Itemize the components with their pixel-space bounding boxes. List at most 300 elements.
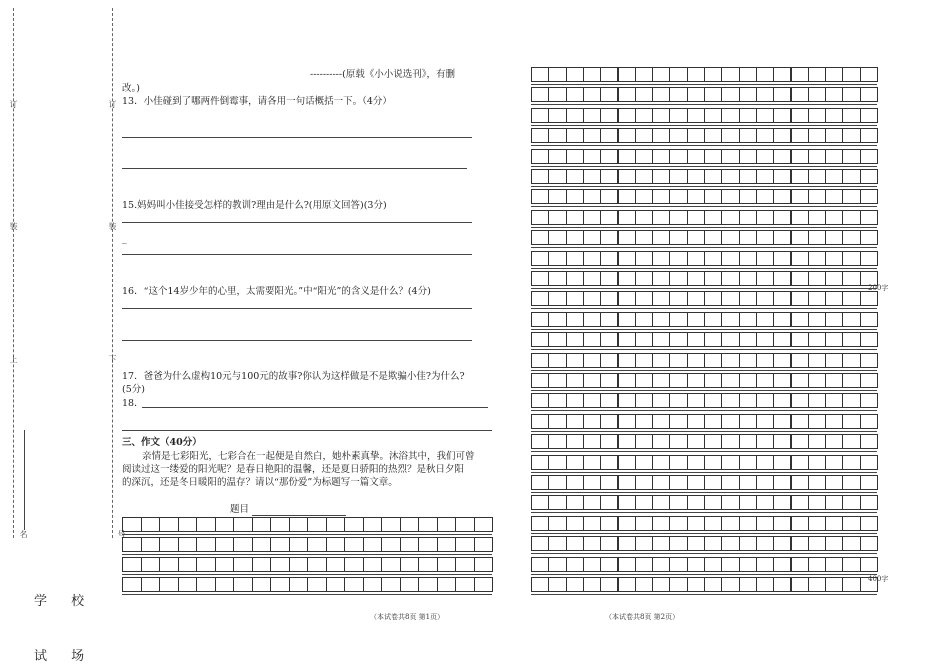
grid-cell[interactable] bbox=[531, 353, 549, 368]
grid-cell[interactable] bbox=[669, 434, 687, 449]
grid-cell[interactable] bbox=[566, 332, 584, 347]
grid-cell[interactable] bbox=[289, 557, 309, 572]
grid-cell[interactable] bbox=[842, 414, 860, 429]
grid-cell[interactable] bbox=[600, 577, 618, 592]
grid-cell[interactable] bbox=[808, 67, 826, 82]
grid-cell[interactable] bbox=[756, 271, 774, 286]
grid-cell[interactable] bbox=[548, 128, 566, 143]
grid-cell[interactable] bbox=[531, 251, 549, 266]
grid-cell[interactable] bbox=[687, 67, 705, 82]
grid-cell[interactable] bbox=[600, 393, 618, 408]
grid-cell[interactable] bbox=[860, 87, 878, 102]
grid-cell[interactable] bbox=[600, 414, 618, 429]
grid-cell[interactable] bbox=[252, 577, 272, 592]
grid-cell[interactable] bbox=[531, 210, 549, 225]
grid-cell[interactable] bbox=[687, 312, 705, 327]
grid-cell[interactable] bbox=[860, 414, 878, 429]
grid-cell[interactable] bbox=[773, 557, 791, 572]
grid-cell[interactable] bbox=[739, 149, 757, 164]
grid-cell[interactable] bbox=[635, 87, 653, 102]
grid-cell[interactable] bbox=[791, 291, 809, 306]
grid-cell[interactable] bbox=[289, 517, 309, 532]
grid-cell[interactable] bbox=[842, 475, 860, 490]
grid-cell[interactable] bbox=[600, 353, 618, 368]
grid-cell[interactable] bbox=[159, 537, 179, 552]
grid-cell[interactable] bbox=[721, 230, 739, 245]
grid-cell[interactable] bbox=[270, 517, 290, 532]
grid-cell[interactable] bbox=[739, 251, 757, 266]
grid-cell[interactable] bbox=[344, 577, 364, 592]
grid-cell[interactable] bbox=[635, 414, 653, 429]
grid-cell[interactable] bbox=[583, 332, 601, 347]
grid-cell[interactable] bbox=[860, 455, 878, 470]
grid-cell[interactable] bbox=[825, 210, 843, 225]
grid-cell[interactable] bbox=[326, 517, 346, 532]
grid-cell[interactable] bbox=[363, 577, 383, 592]
grid-cell[interactable] bbox=[687, 557, 705, 572]
grid-cell[interactable] bbox=[739, 516, 757, 531]
grid-cell[interactable] bbox=[791, 475, 809, 490]
grid-cell[interactable] bbox=[860, 475, 878, 490]
grid-cell[interactable] bbox=[721, 536, 739, 551]
grid-cell[interactable] bbox=[825, 291, 843, 306]
grid-cell[interactable] bbox=[531, 475, 549, 490]
grid-cell[interactable] bbox=[381, 557, 401, 572]
grid-cell[interactable] bbox=[531, 495, 549, 510]
grid-cell[interactable] bbox=[842, 434, 860, 449]
grid-cell[interactable] bbox=[773, 210, 791, 225]
grid-cell[interactable] bbox=[618, 271, 636, 286]
grid-cell[interactable] bbox=[400, 557, 420, 572]
grid-cell[interactable] bbox=[600, 455, 618, 470]
grid-cell[interactable] bbox=[141, 517, 161, 532]
grid-cell[interactable] bbox=[808, 516, 826, 531]
grid-cell[interactable] bbox=[418, 517, 438, 532]
grid-cell[interactable] bbox=[739, 169, 757, 184]
grid-cell[interactable] bbox=[704, 271, 722, 286]
grid-cell[interactable] bbox=[566, 291, 584, 306]
grid-cell[interactable] bbox=[566, 434, 584, 449]
grid-cell[interactable] bbox=[773, 271, 791, 286]
grid-cell[interactable] bbox=[825, 516, 843, 531]
grid-cell[interactable] bbox=[531, 414, 549, 429]
grid-cell[interactable] bbox=[618, 414, 636, 429]
grid-cell[interactable] bbox=[860, 434, 878, 449]
grid-cell[interactable] bbox=[531, 271, 549, 286]
grid-cell[interactable] bbox=[270, 537, 290, 552]
grid-cell[interactable] bbox=[437, 557, 457, 572]
grid-cell[interactable] bbox=[825, 577, 843, 592]
grid-cell[interactable] bbox=[704, 414, 722, 429]
grid-cell[interactable] bbox=[860, 393, 878, 408]
grid-cell[interactable] bbox=[704, 353, 722, 368]
grid-cell[interactable] bbox=[687, 516, 705, 531]
grid-cell[interactable] bbox=[842, 353, 860, 368]
grid-cell[interactable] bbox=[756, 312, 774, 327]
grid-cell[interactable] bbox=[825, 373, 843, 388]
grid-cell[interactable] bbox=[635, 332, 653, 347]
grid-cell[interactable] bbox=[687, 414, 705, 429]
grid-cell[interactable] bbox=[548, 312, 566, 327]
grid-cell[interactable] bbox=[635, 230, 653, 245]
grid-cell[interactable] bbox=[566, 67, 584, 82]
grid-cell[interactable] bbox=[860, 230, 878, 245]
grid-cell[interactable] bbox=[739, 414, 757, 429]
grid-cell[interactable] bbox=[566, 251, 584, 266]
grid-cell[interactable] bbox=[860, 353, 878, 368]
grid-cell[interactable] bbox=[635, 189, 653, 204]
grid-cell[interactable] bbox=[669, 291, 687, 306]
grid-cell[interactable] bbox=[808, 373, 826, 388]
grid-cell[interactable] bbox=[566, 271, 584, 286]
grid-cell[interactable] bbox=[363, 537, 383, 552]
grid-cell[interactable] bbox=[808, 312, 826, 327]
grid-cell[interactable] bbox=[531, 128, 549, 143]
grid-cell[interactable] bbox=[566, 516, 584, 531]
grid-cell[interactable] bbox=[669, 128, 687, 143]
grid-cell[interactable] bbox=[652, 189, 670, 204]
grid-cell[interactable] bbox=[825, 108, 843, 123]
grid-cell[interactable] bbox=[808, 128, 826, 143]
grid-cell[interactable] bbox=[721, 414, 739, 429]
grid-cell[interactable] bbox=[635, 577, 653, 592]
grid-cell[interactable] bbox=[791, 210, 809, 225]
grid-cell[interactable] bbox=[739, 495, 757, 510]
grid-cell[interactable] bbox=[548, 495, 566, 510]
grid-cell[interactable] bbox=[791, 557, 809, 572]
grid-cell[interactable] bbox=[566, 557, 584, 572]
grid-cell[interactable] bbox=[583, 149, 601, 164]
grid-cell[interactable] bbox=[652, 108, 670, 123]
grid-cell[interactable] bbox=[721, 169, 739, 184]
grid-cell[interactable] bbox=[548, 393, 566, 408]
grid-cell[interactable] bbox=[141, 577, 161, 592]
grid-cell[interactable] bbox=[600, 149, 618, 164]
grid-cell[interactable] bbox=[531, 169, 549, 184]
grid-cell[interactable] bbox=[600, 332, 618, 347]
grid-cell[interactable] bbox=[635, 291, 653, 306]
grid-cell[interactable] bbox=[756, 332, 774, 347]
grid-cell[interactable] bbox=[583, 291, 601, 306]
grid-cell[interactable] bbox=[704, 393, 722, 408]
grid-cell[interactable] bbox=[652, 291, 670, 306]
grid-cell[interactable] bbox=[756, 189, 774, 204]
grid-cell[interactable] bbox=[618, 108, 636, 123]
grid-cell[interactable] bbox=[600, 189, 618, 204]
grid-cell[interactable] bbox=[583, 251, 601, 266]
grid-cell[interactable] bbox=[270, 577, 290, 592]
grid-cell[interactable] bbox=[669, 230, 687, 245]
grid-cell[interactable] bbox=[704, 230, 722, 245]
grid-cell[interactable] bbox=[566, 128, 584, 143]
grid-cell[interactable] bbox=[791, 495, 809, 510]
grid-cell[interactable] bbox=[808, 149, 826, 164]
grid-cell[interactable] bbox=[600, 516, 618, 531]
grid-cell[interactable] bbox=[455, 537, 475, 552]
grid-cell[interactable] bbox=[583, 230, 601, 245]
grid-cell[interactable] bbox=[756, 169, 774, 184]
grid-cell[interactable] bbox=[756, 230, 774, 245]
grid-cell[interactable] bbox=[652, 332, 670, 347]
grid-cell[interactable] bbox=[739, 230, 757, 245]
grid-cell[interactable] bbox=[635, 251, 653, 266]
grid-cell[interactable] bbox=[721, 455, 739, 470]
grid-cell[interactable] bbox=[773, 189, 791, 204]
grid-cell[interactable] bbox=[860, 312, 878, 327]
grid-cell[interactable] bbox=[196, 557, 216, 572]
grid-cell[interactable] bbox=[583, 312, 601, 327]
grid-cell[interactable] bbox=[635, 455, 653, 470]
grid-cell[interactable] bbox=[531, 332, 549, 347]
grid-cell[interactable] bbox=[583, 108, 601, 123]
grid-cell[interactable] bbox=[418, 577, 438, 592]
grid-cell[interactable] bbox=[583, 475, 601, 490]
grid-cell[interactable] bbox=[704, 373, 722, 388]
grid-cell[interactable] bbox=[652, 128, 670, 143]
grid-cell[interactable] bbox=[531, 312, 549, 327]
grid-cell[interactable] bbox=[704, 87, 722, 102]
grid-cell[interactable] bbox=[531, 149, 549, 164]
grid-cell[interactable] bbox=[669, 251, 687, 266]
grid-cell[interactable] bbox=[756, 455, 774, 470]
grid-cell[interactable] bbox=[326, 537, 346, 552]
grid-cell[interactable] bbox=[721, 210, 739, 225]
grid-cell[interactable] bbox=[548, 536, 566, 551]
grid-cell[interactable] bbox=[652, 353, 670, 368]
grid-cell[interactable] bbox=[739, 271, 757, 286]
grid-cell[interactable] bbox=[583, 414, 601, 429]
grid-cell[interactable] bbox=[756, 475, 774, 490]
grid-cell[interactable] bbox=[418, 557, 438, 572]
grid-cell[interactable] bbox=[704, 434, 722, 449]
grid-cell[interactable] bbox=[687, 87, 705, 102]
grid-cell[interactable] bbox=[583, 87, 601, 102]
grid-cell[interactable] bbox=[739, 475, 757, 490]
grid-cell[interactable] bbox=[618, 189, 636, 204]
grid-cell[interactable] bbox=[652, 536, 670, 551]
grid-cell[interactable] bbox=[566, 393, 584, 408]
grid-cell[interactable] bbox=[791, 536, 809, 551]
grid-cell[interactable] bbox=[773, 414, 791, 429]
grid-cell[interactable] bbox=[531, 189, 549, 204]
grid-cell[interactable] bbox=[566, 189, 584, 204]
grid-cell[interactable] bbox=[531, 455, 549, 470]
grid-cell[interactable] bbox=[669, 577, 687, 592]
grid-cell[interactable] bbox=[548, 149, 566, 164]
grid-cell[interactable] bbox=[196, 577, 216, 592]
grid-cell[interactable] bbox=[600, 434, 618, 449]
grid-cell[interactable] bbox=[600, 128, 618, 143]
grid-cell[interactable] bbox=[860, 557, 878, 572]
grid-cell[interactable] bbox=[842, 312, 860, 327]
grid-cell[interactable] bbox=[808, 230, 826, 245]
grid-cell[interactable] bbox=[721, 353, 739, 368]
grid-cell[interactable] bbox=[773, 332, 791, 347]
grid-cell[interactable] bbox=[721, 332, 739, 347]
grid-cell[interactable] bbox=[860, 189, 878, 204]
grid-cell[interactable] bbox=[704, 536, 722, 551]
grid-cell[interactable] bbox=[669, 455, 687, 470]
grid-cell[interactable] bbox=[474, 537, 494, 552]
answer-line[interactable] bbox=[122, 168, 467, 169]
grid-cell[interactable] bbox=[756, 516, 774, 531]
grid-cell[interactable] bbox=[233, 577, 253, 592]
grid-cell[interactable] bbox=[773, 291, 791, 306]
grid-cell[interactable] bbox=[721, 577, 739, 592]
grid-cell[interactable] bbox=[704, 312, 722, 327]
grid-cell[interactable] bbox=[669, 210, 687, 225]
grid-cell[interactable] bbox=[215, 577, 235, 592]
grid-cell[interactable] bbox=[635, 353, 653, 368]
grid-cell[interactable] bbox=[860, 536, 878, 551]
grid-cell[interactable] bbox=[583, 67, 601, 82]
grid-cell[interactable] bbox=[773, 536, 791, 551]
grid-cell[interactable] bbox=[721, 475, 739, 490]
grid-cell[interactable] bbox=[618, 373, 636, 388]
grid-cell[interactable] bbox=[808, 332, 826, 347]
grid-cell[interactable] bbox=[825, 495, 843, 510]
grid-cell[interactable] bbox=[618, 475, 636, 490]
grid-cell[interactable] bbox=[618, 536, 636, 551]
grid-cell[interactable] bbox=[583, 128, 601, 143]
grid-cell[interactable] bbox=[808, 557, 826, 572]
grid-cell[interactable] bbox=[721, 373, 739, 388]
grid-cell[interactable] bbox=[669, 189, 687, 204]
grid-cell[interactable] bbox=[531, 291, 549, 306]
grid-cell[interactable] bbox=[860, 210, 878, 225]
grid-cell[interactable] bbox=[122, 577, 142, 592]
grid-cell[interactable] bbox=[307, 517, 327, 532]
grid-cell[interactable] bbox=[141, 537, 161, 552]
grid-cell[interactable] bbox=[721, 557, 739, 572]
grid-cell[interactable] bbox=[739, 332, 757, 347]
grid-cell[interactable] bbox=[756, 557, 774, 572]
grid-cell[interactable] bbox=[825, 87, 843, 102]
grid-cell[interactable] bbox=[635, 516, 653, 531]
grid-cell[interactable] bbox=[721, 312, 739, 327]
grid-cell[interactable] bbox=[474, 557, 494, 572]
grid-cell[interactable] bbox=[842, 210, 860, 225]
grid-cell[interactable] bbox=[669, 414, 687, 429]
grid-cell[interactable] bbox=[791, 455, 809, 470]
grid-cell[interactable] bbox=[825, 230, 843, 245]
grid-cell[interactable] bbox=[842, 495, 860, 510]
grid-cell[interactable] bbox=[808, 210, 826, 225]
grid-cell[interactable] bbox=[704, 332, 722, 347]
grid-cell[interactable] bbox=[652, 149, 670, 164]
grid-cell[interactable] bbox=[531, 557, 549, 572]
grid-cell[interactable] bbox=[791, 169, 809, 184]
grid-cell[interactable] bbox=[635, 108, 653, 123]
grid-cell[interactable] bbox=[808, 189, 826, 204]
grid-cell[interactable] bbox=[773, 434, 791, 449]
grid-cell[interactable] bbox=[252, 557, 272, 572]
grid-cell[interactable] bbox=[687, 353, 705, 368]
grid-cell[interactable] bbox=[583, 516, 601, 531]
grid-cell[interactable] bbox=[400, 577, 420, 592]
grid-cell[interactable] bbox=[618, 128, 636, 143]
grid-cell[interactable] bbox=[635, 373, 653, 388]
grid-cell[interactable] bbox=[307, 557, 327, 572]
grid-cell[interactable] bbox=[600, 475, 618, 490]
grid-cell[interactable] bbox=[270, 557, 290, 572]
grid-cell[interactable] bbox=[618, 87, 636, 102]
grid-cell[interactable] bbox=[739, 434, 757, 449]
grid-cell[interactable] bbox=[548, 414, 566, 429]
grid-cell[interactable] bbox=[233, 537, 253, 552]
grid-cell[interactable] bbox=[381, 577, 401, 592]
grid-cell[interactable] bbox=[437, 537, 457, 552]
grid-cell[interactable] bbox=[618, 557, 636, 572]
grid-cell[interactable] bbox=[791, 67, 809, 82]
grid-cell[interactable] bbox=[215, 557, 235, 572]
grid-cell[interactable] bbox=[808, 577, 826, 592]
grid-cell[interactable] bbox=[566, 455, 584, 470]
grid-cell[interactable] bbox=[583, 393, 601, 408]
grid-cell[interactable] bbox=[773, 67, 791, 82]
grid-cell[interactable] bbox=[618, 210, 636, 225]
grid-cell[interactable] bbox=[363, 557, 383, 572]
grid-cell[interactable] bbox=[122, 537, 142, 552]
grid-cell[interactable] bbox=[860, 149, 878, 164]
grid-cell[interactable] bbox=[635, 393, 653, 408]
grid-cell[interactable] bbox=[618, 291, 636, 306]
grid-cell[interactable] bbox=[600, 557, 618, 572]
grid-cell[interactable] bbox=[635, 271, 653, 286]
grid-cell[interactable] bbox=[773, 108, 791, 123]
grid-cell[interactable] bbox=[652, 230, 670, 245]
grid-cell[interactable] bbox=[842, 332, 860, 347]
grid-cell[interactable] bbox=[548, 455, 566, 470]
grid-cell[interactable] bbox=[687, 373, 705, 388]
grid-cell[interactable] bbox=[635, 434, 653, 449]
grid-cell[interactable] bbox=[618, 495, 636, 510]
grid-cell[interactable] bbox=[600, 230, 618, 245]
grid-cell[interactable] bbox=[635, 67, 653, 82]
grid-cell[interactable] bbox=[739, 291, 757, 306]
grid-cell[interactable] bbox=[566, 108, 584, 123]
grid-cell[interactable] bbox=[548, 557, 566, 572]
answer-line[interactable] bbox=[122, 308, 472, 309]
grid-cell[interactable] bbox=[531, 108, 549, 123]
grid-cell[interactable] bbox=[860, 291, 878, 306]
grid-cell[interactable] bbox=[600, 210, 618, 225]
grid-cell[interactable] bbox=[548, 353, 566, 368]
grid-cell[interactable] bbox=[548, 373, 566, 388]
grid-cell[interactable] bbox=[842, 251, 860, 266]
grid-cell[interactable] bbox=[842, 67, 860, 82]
grid-cell[interactable] bbox=[791, 312, 809, 327]
grid-cell[interactable] bbox=[618, 434, 636, 449]
grid-cell[interactable] bbox=[825, 189, 843, 204]
grid-cell[interactable] bbox=[825, 312, 843, 327]
grid-cell[interactable] bbox=[825, 128, 843, 143]
grid-cell[interactable] bbox=[773, 516, 791, 531]
grid-cell[interactable] bbox=[860, 128, 878, 143]
grid-cell[interactable] bbox=[455, 577, 475, 592]
grid-cell[interactable] bbox=[600, 291, 618, 306]
grid-cell[interactable] bbox=[773, 149, 791, 164]
grid-cell[interactable] bbox=[687, 108, 705, 123]
grid-cell[interactable] bbox=[687, 495, 705, 510]
grid-cell[interactable] bbox=[652, 557, 670, 572]
grid-cell[interactable] bbox=[687, 271, 705, 286]
grid-cell[interactable] bbox=[600, 108, 618, 123]
grid-cell[interactable] bbox=[842, 149, 860, 164]
grid-cell[interactable] bbox=[600, 373, 618, 388]
grid-cell[interactable] bbox=[687, 189, 705, 204]
answer-line[interactable] bbox=[122, 430, 492, 431]
